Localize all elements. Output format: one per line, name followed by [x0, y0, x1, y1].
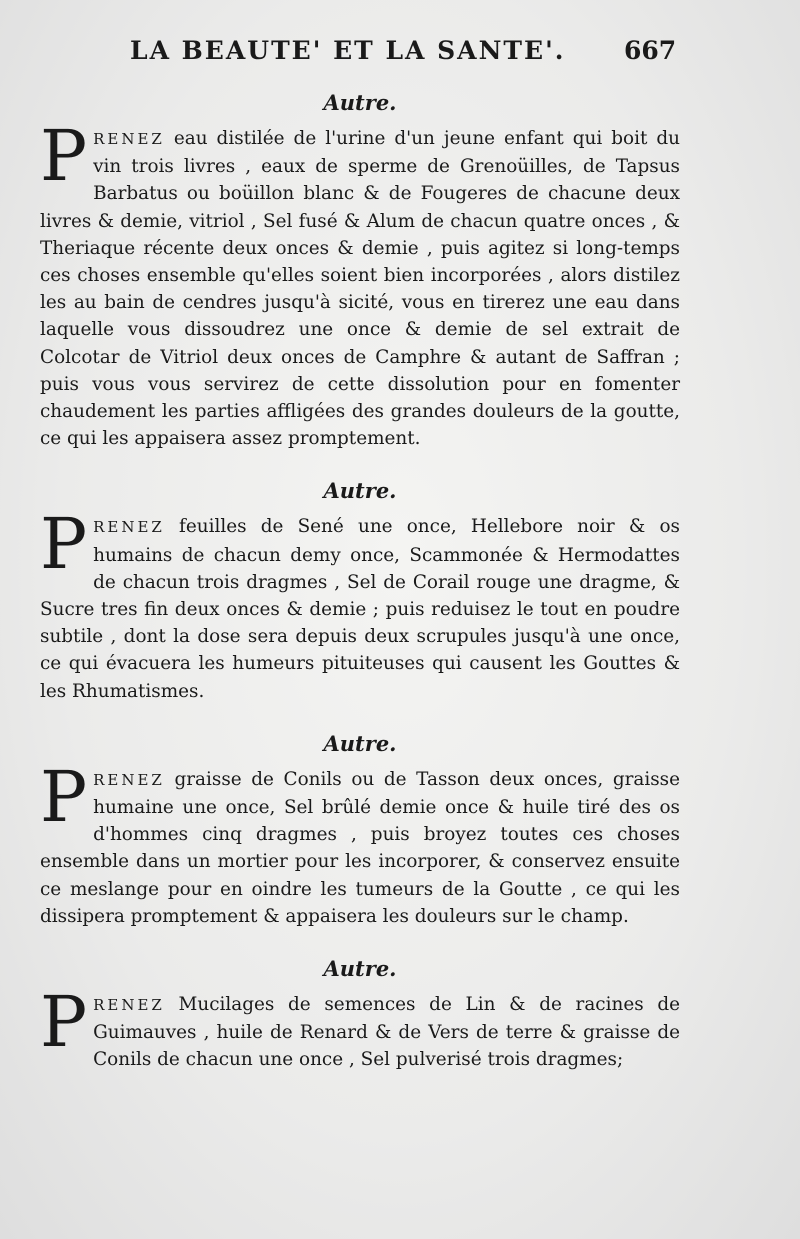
recipe-section: [40, 731, 680, 930]
recipe-paragraph: [40, 503, 680, 704]
page-body: [40, 90, 680, 1100]
running-title: LA BEAUTE' ET LA SANTE'.: [130, 36, 566, 65]
recipe-paragraph: [40, 755, 680, 930]
recipe-paragraph: [40, 981, 680, 1074]
lead-word: RENEZ: [93, 770, 165, 789]
lead-word: RENEZ: [93, 518, 165, 537]
drop-cap: P: [40, 981, 88, 1064]
drop-cap: P: [40, 115, 88, 197]
recipe-text: graisse de Conils ou de Tasson deux onces, graisse humaine une once, Sel brûlé demie once & huile tiré des os d'hommes cinq dragmes , puis broyez toutes ces choses ensemble dans un mortier pour les incorporer, & conservez ensuite ce meslange pour en oindre les tumeurs de la Goutte , ce qui les dissipera promptement & appaisera les douleurs sur le champ.: [40, 768, 680, 927]
recipe-section: [40, 956, 680, 1074]
lead-word: RENEZ: [93, 130, 165, 148]
recipe-text: feuilles de Sené une once, Hellebore noir & os humains de chacun demy once, Scammonée & Hermodattes de chacun trois dragmes , Sel de Corail rouge une dragme, & Sucre tres fin deux onces & demie ; puis reduisez le tout en poudre subtile , dont la dose sera depuis deux scrupules jusqu'à une once, ce qui évacuera les humeurs pituiteuses qui causent les Gouttes & les Rhumatismes.: [40, 516, 680, 702]
section-title: Autre.: [323, 478, 397, 504]
section-title: Autre.: [323, 90, 397, 115]
recipe-section: [40, 478, 680, 704]
drop-cap: P: [40, 755, 88, 838]
recipe-text: Mucilages de semences de Lin & de racines de Guimauves , huile de Renard & de Vers de terre & graisse de Conils de chacun une once , Sel pulverisé trois dragmes;: [93, 994, 680, 1071]
recipe-text: eau distilée de l'urine d'un jeune enfant qui boit du vin trois livres , eaux de sperme de Grenoüilles, de Tapsus Barbatus ou boüillon blanc & de Fougeres de chacune deux livres & demie, vitriol , Sel fusé & Alum de chacun quatre onces , & Theriaque récente deux onces & demie , puis agitez si long-temps ces choses ensemble qu'elles soient bien incorporées , alors distilez les au bain de cendres jusqu'à sicité, vous en tirerez une eau dans laquelle vous dissoudrez une once & demie de sel extrait de Colcotar de Vitriol deux onces de Camphre & autant de Saffran ; puis vous vous servirez de cette dissolution pour en fomenter chaudement les parties affligées des grandes douleurs de la goutte, ce qui les appaisera assez promptement.: [40, 128, 680, 450]
section-title: Autre.: [323, 730, 397, 756]
recipe-paragraph: [40, 115, 680, 452]
recipe-section: [40, 90, 680, 452]
section-title: Autre.: [323, 956, 397, 982]
page-number: 667: [624, 36, 677, 65]
drop-cap: P: [40, 503, 88, 586]
lead-word: RENEZ: [93, 996, 165, 1015]
page-header: [0, 36, 800, 76]
